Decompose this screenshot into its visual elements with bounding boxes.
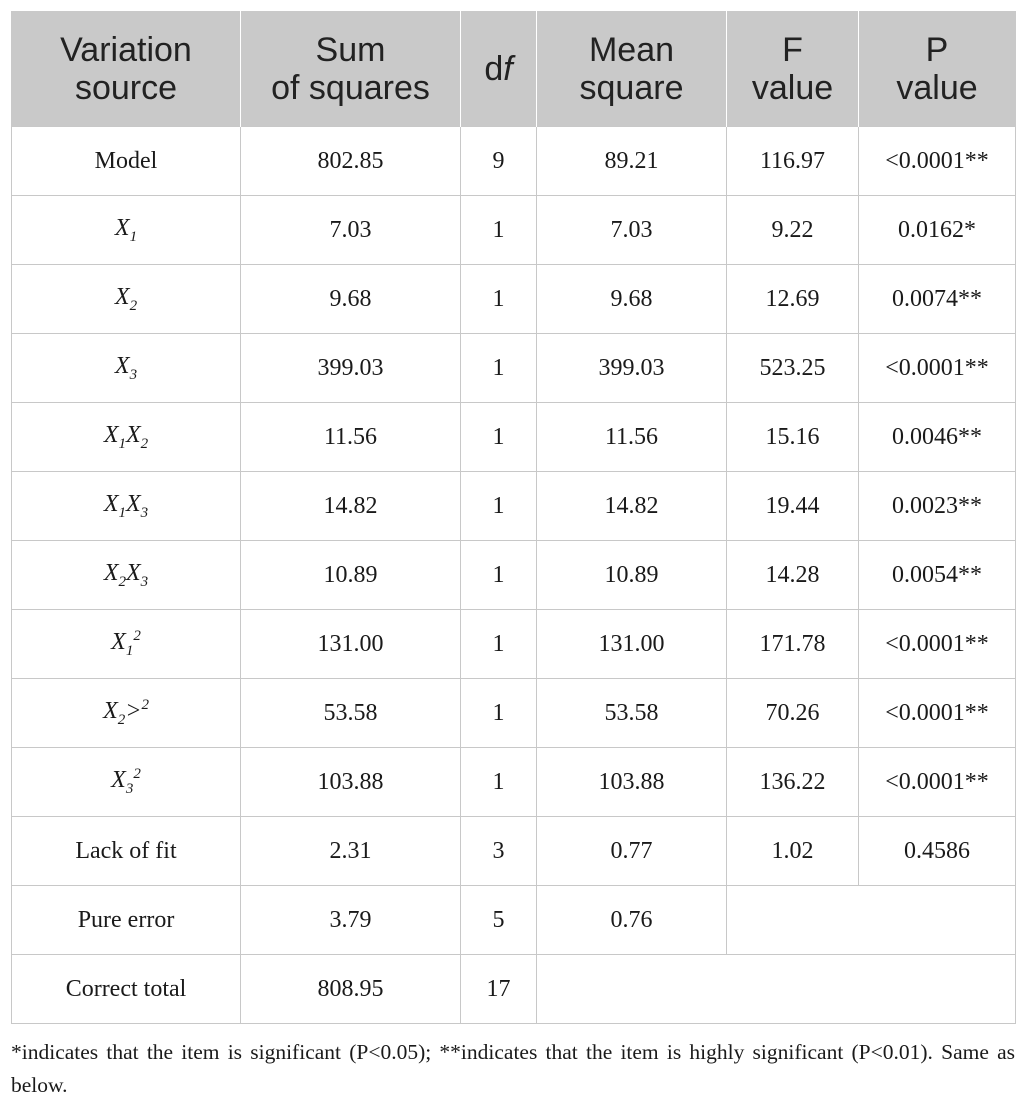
sum-of-squares-cell: 399.03 — [241, 334, 461, 403]
header-sum-of-squares: Sum of squares — [241, 11, 461, 127]
sum-of-squares-cell: 7.03 — [241, 196, 461, 265]
df-cell: 17 — [461, 955, 537, 1024]
anova-table — [11, 11, 1016, 1024]
f-value-cell: 523.25 — [727, 334, 859, 403]
header-df: df — [461, 11, 537, 127]
df-cell: 9 — [461, 127, 537, 196]
sum-of-squares-cell: 2.31 — [241, 817, 461, 886]
mean-square-cell: 131.00 — [537, 610, 727, 679]
sum-of-squares-cell: 802.85 — [241, 127, 461, 196]
p-value-cell: <0.0001** — [859, 748, 1016, 817]
df-cell: 1 — [461, 541, 537, 610]
df-cell: 1 — [461, 748, 537, 817]
mean-square-cell: 89.21 — [537, 127, 727, 196]
variation-source-cell: $X_1X_2$ — [12, 403, 241, 472]
variation-source-cell: $X_2>^2$ — [12, 679, 241, 748]
variation-source-cell: $X_2$ — [12, 265, 241, 334]
f-value-cell: 171.78 — [727, 610, 859, 679]
variation-source-cell: $X_1X_3$ — [12, 472, 241, 541]
mean-square-cell: 11.56 — [537, 403, 727, 472]
variation-source-cell: Pure error — [12, 886, 241, 955]
sum-of-squares-cell: 808.95 — [241, 955, 461, 1024]
p-value-cell: 0.0074** — [859, 265, 1016, 334]
table-body — [12, 127, 1016, 1024]
p-value-cell: 0.4586 — [859, 817, 1016, 886]
mean-square-cell: 103.88 — [537, 748, 727, 817]
df-cell: 1 — [461, 265, 537, 334]
f-value-cell: 15.16 — [727, 403, 859, 472]
df-cell: 1 — [461, 679, 537, 748]
table-footnote: *indicates that the item is significant (P<0.05); **indicates that the item is highly significant (P<0.01). Same as below. — [11, 1040, 1015, 1097]
sum-of-squares-cell: 9.68 — [241, 265, 461, 334]
table-row — [12, 196, 1016, 265]
mean-square-cell: 0.76 — [537, 886, 727, 955]
empty-cell — [537, 955, 1016, 1024]
table-row — [12, 610, 1016, 679]
p-value-cell: 0.0162* — [859, 196, 1016, 265]
p-value-cell: <0.0001** — [859, 679, 1016, 748]
sum-of-squares-cell: 14.82 — [241, 472, 461, 541]
table-row — [12, 955, 1016, 1024]
table-row — [12, 541, 1016, 610]
sum-of-squares-cell: 3.79 — [241, 886, 461, 955]
table-row — [12, 748, 1016, 817]
f-value-cell: 116.97 — [727, 127, 859, 196]
empty-cell — [727, 886, 1016, 955]
variation-source-cell: $X_3$ — [12, 334, 241, 403]
table-row — [12, 265, 1016, 334]
variation-source-cell: Lack of fit — [12, 817, 241, 886]
variation-source-cell: $X_2X_3$ — [12, 541, 241, 610]
f-value-cell: 19.44 — [727, 472, 859, 541]
df-cell: 1 — [461, 196, 537, 265]
sum-of-squares-cell: 11.56 — [241, 403, 461, 472]
variation-source-cell: Correct total — [12, 955, 241, 1024]
sum-of-squares-cell: 10.89 — [241, 541, 461, 610]
df-cell: 1 — [461, 472, 537, 541]
mean-square-cell: 53.58 — [537, 679, 727, 748]
table-row — [12, 679, 1016, 748]
p-value-cell: 0.0046** — [859, 403, 1016, 472]
variation-source-cell: Model — [12, 127, 241, 196]
table-row — [12, 472, 1016, 541]
table-row — [12, 886, 1016, 955]
mean-square-cell: 0.77 — [537, 817, 727, 886]
f-value-cell: 1.02 — [727, 817, 859, 886]
p-value-cell: <0.0001** — [859, 610, 1016, 679]
mean-square-cell: 9.68 — [537, 265, 727, 334]
table-row — [12, 334, 1016, 403]
header-p-value: P value — [859, 11, 1016, 127]
sum-of-squares-cell: 53.58 — [241, 679, 461, 748]
f-value-cell: 9.22 — [727, 196, 859, 265]
variation-source-cell: $X_1$ — [12, 196, 241, 265]
variation-source-cell: $X_3^2$ — [12, 748, 241, 817]
df-cell: 5 — [461, 886, 537, 955]
mean-square-cell: 399.03 — [537, 334, 727, 403]
p-value-cell: <0.0001** — [859, 127, 1016, 196]
header-f-value: F value — [727, 11, 859, 127]
f-value-cell: 136.22 — [727, 748, 859, 817]
mean-square-cell: 7.03 — [537, 196, 727, 265]
header-mean-square: Mean square — [537, 11, 727, 127]
header-variation-source: Variation source — [12, 11, 241, 127]
mean-square-cell: 14.82 — [537, 472, 727, 541]
header-row — [12, 11, 1016, 127]
mean-square-cell: 10.89 — [537, 541, 727, 610]
table-row — [12, 817, 1016, 886]
df-cell: 3 — [461, 817, 537, 886]
df-cell: 1 — [461, 610, 537, 679]
p-value-cell: 0.0023** — [859, 472, 1016, 541]
sum-of-squares-cell: 131.00 — [241, 610, 461, 679]
sum-of-squares-cell: 103.88 — [241, 748, 461, 817]
f-value-cell: 70.26 — [727, 679, 859, 748]
f-value-cell: 14.28 — [727, 541, 859, 610]
p-value-cell: <0.0001** — [859, 334, 1016, 403]
p-value-cell: 0.0054** — [859, 541, 1016, 610]
table-row — [12, 127, 1016, 196]
df-cell: 1 — [461, 403, 537, 472]
df-cell: 1 — [461, 334, 537, 403]
f-value-cell: 12.69 — [727, 265, 859, 334]
variation-source-cell: $X_1^2$ — [12, 610, 241, 679]
table-row — [12, 403, 1016, 472]
